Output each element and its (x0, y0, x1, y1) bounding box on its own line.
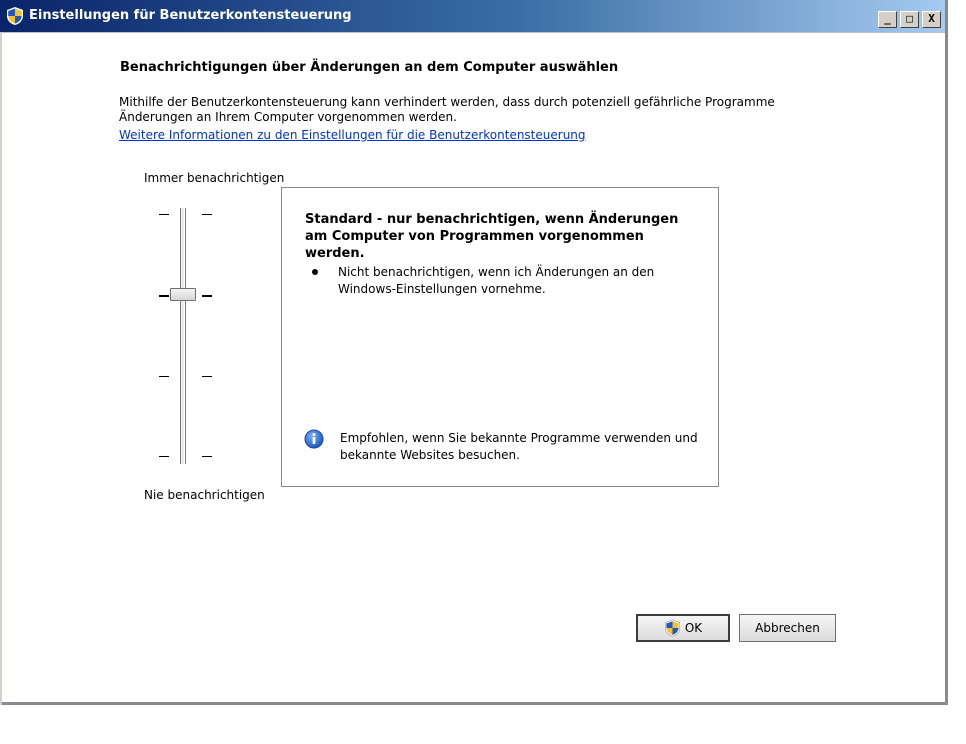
cancel-button[interactable] (739, 614, 836, 642)
ok-button-label: OK (684, 621, 703, 635)
maximize-icon: □ (906, 12, 913, 25)
level-detail-text: Nicht benachrichtigen, wenn ich Änderungen an den Windows-Einstellungen vornehme. (338, 265, 655, 296)
slider-tick-active (159, 295, 169, 297)
slider-label-always: Immer benachrichtigen (144, 171, 285, 185)
slider-label-never: Nie benachrichtigen (144, 488, 265, 502)
slider-tick (159, 214, 169, 215)
slider-tick (202, 376, 212, 377)
window-title: Einstellungen für Benutzerkontensteuerung (29, 8, 352, 23)
slider-tick (159, 376, 169, 377)
slider-track[interactable] (180, 208, 185, 464)
maximize-button[interactable] (900, 11, 919, 28)
info-icon (304, 429, 324, 449)
page-title: Benachrichtigungen über Änderungen an dem Computer auswählen (120, 60, 619, 75)
title-bar[interactable] (0, 0, 945, 33)
level-description-panel (281, 187, 719, 487)
uac-shield-icon (6, 6, 24, 26)
notification-level-slider[interactable] (150, 200, 220, 470)
close-icon: X (928, 12, 935, 25)
minimize-icon: _ (884, 12, 891, 25)
slider-tick (202, 456, 212, 457)
slider-tick-active (202, 295, 212, 297)
close-button[interactable] (922, 11, 941, 28)
slider-thumb[interactable] (170, 288, 196, 301)
window-border (0, 32, 2, 705)
cancel-button-label: Abbrechen (755, 621, 820, 635)
minimize-button[interactable] (878, 11, 897, 28)
ok-button[interactable] (636, 614, 730, 642)
level-title: Standard - nur benachrichtigen, wenn Änderungen am Computer von Programmen vorgenommen werden. (305, 212, 679, 261)
slider-tick (159, 456, 169, 457)
uac-shield-icon (664, 619, 681, 637)
bullet-icon (312, 269, 318, 275)
description-text: Mithilfe der Benutzerkontensteuerung kann verhindert werden, dass durch potenziell gefährliche Programme Änderungen an Ihrem Computer vorgenommen werden. (119, 95, 775, 124)
slider-tick (202, 214, 212, 215)
more-info-link[interactable]: Weitere Informationen zu den Einstellungen für die Benutzerkontensteuerung (119, 128, 586, 142)
recommendation-text: Empfohlen, wenn Sie bekannte Programme verwenden und bekannte Websites besuchen. (340, 431, 698, 462)
